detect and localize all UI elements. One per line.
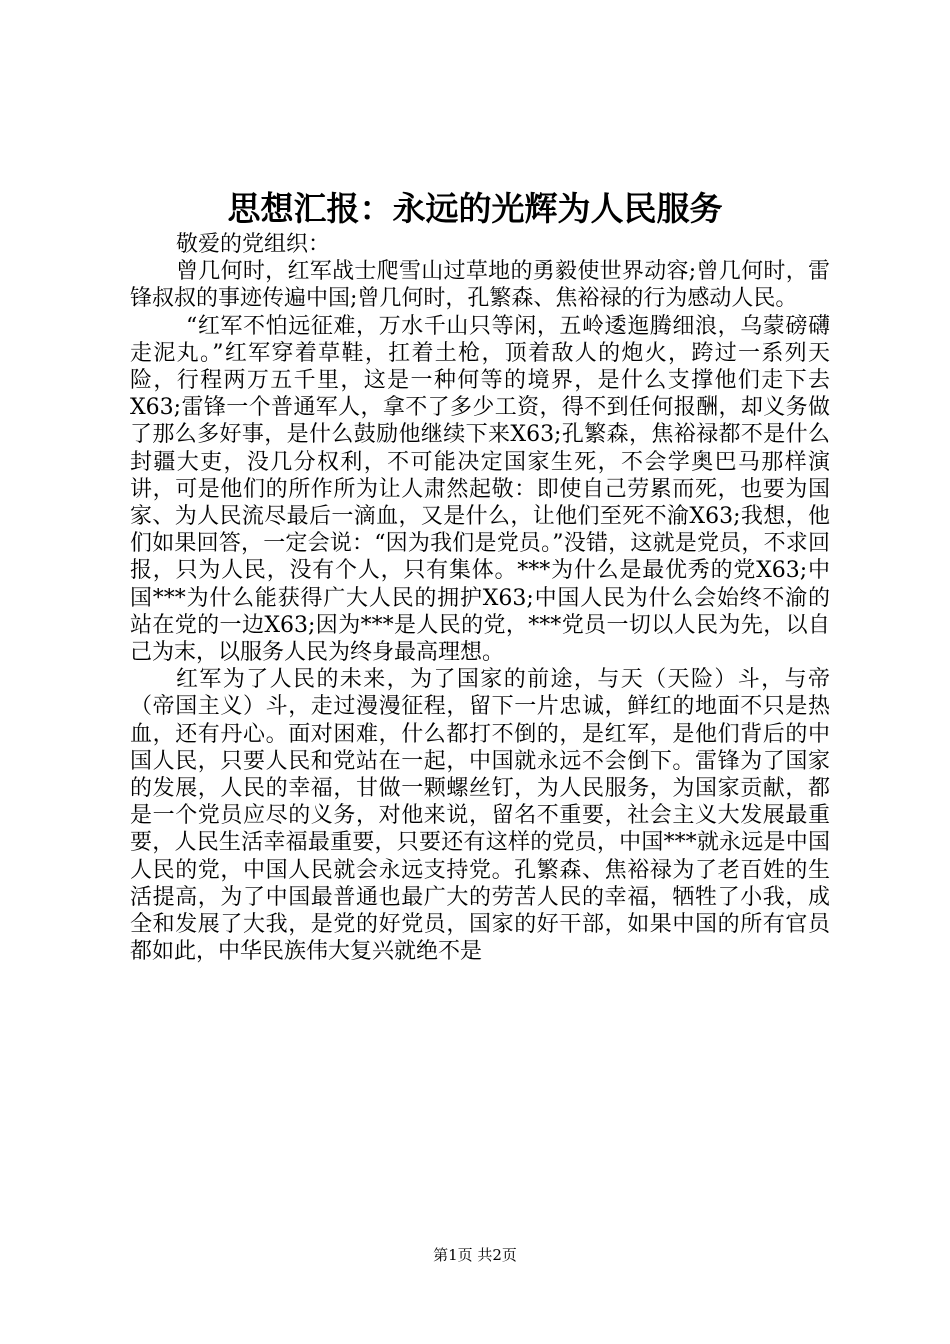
paragraph-2: “红军不怕远征难，万水千山只等闲，五岭逶迤腾细浪，乌蒙磅礴走泥丸。”红军穿着草鞋，扛着土枪，顶着敌人的炮火，跨过一系列天险，行程两万五千里，这是一种何等的境界，是什么支撑他们走下去X63;雷锋一个普通军人，拿不了多少工资，得不到任何报酬，却义务做了那么多好事，是什么鼓励他继续下来X63;孔繁森，焦裕禄都不是什么封疆大吏，没几分权利，不可能决定国家生死，不会学奥巴马那样演讲，可是他们的所作所为让人肃然起敬：即使自己劳累而死，也要为国家、为人民流尽最后一滴血，又是什么，让他们至死不渝X63;我想，他们如果回答，一定会说：“因为我们是党员。”没错，这就是党员，不求回报，只为人民，没有个人，只有集体。***为什么是最优秀的党X63;中国***为什么能获得广大人民的拥护X63;中国人民为什么会始终不渝的站在党的一边X63;因为***是人民的党，***党员一切以人民为先，以自己为末，以服务人民为终身最高理想。 [130, 313, 830, 666]
paragraph-3: 红军为了人民的未来，为了国家的前途，与天（天险）斗，与帝（帝国主义）斗，走过漫漫征程，留下一片忠诚，鲜红的地面不只是热血，还有丹心。面对困难，什么都打不倒的，是红军，是他们背后的中国人民，只要人民和党站在一起，中国就永远不会倒下。雷锋为了国家的发展，人民的幸福，甘做一颗螺丝钉，为人民服务，为国家贡献，都是一个党员应尽的义务，对他来说，留名不重要，社会主义大发展最重要，人民生活幸福最重要，只要还有这样的党员，中国***就永远是中国人民的党，中国人民就会永远支持党。孔繁森、焦裕禄为了老百姓的生活提高，为了中国最普通也最广大的劳苦人民的幸福，牺牲了小我，成全和发展了大我，是党的好党员，国家的好干部，如果中国的所有官员都如此，中华民族伟大复兴就绝不是 [130, 667, 830, 965]
document-title: 思想汇报：永远的光辉为人民服务 [227, 189, 723, 228]
paragraph-1: 曾几何时，红军战士爬雪山过草地的勇毅使世界动容;曾几何时，雷锋叔叔的事迹传遍中国;曾几何时，孔繁森、焦裕禄的行为感动人民。 [130, 259, 830, 312]
page-number-footer: 第1页 共2页 [433, 1246, 517, 1264]
greeting: 敬爱的党组织： [176, 232, 331, 257]
document-body [130, 231, 830, 965]
